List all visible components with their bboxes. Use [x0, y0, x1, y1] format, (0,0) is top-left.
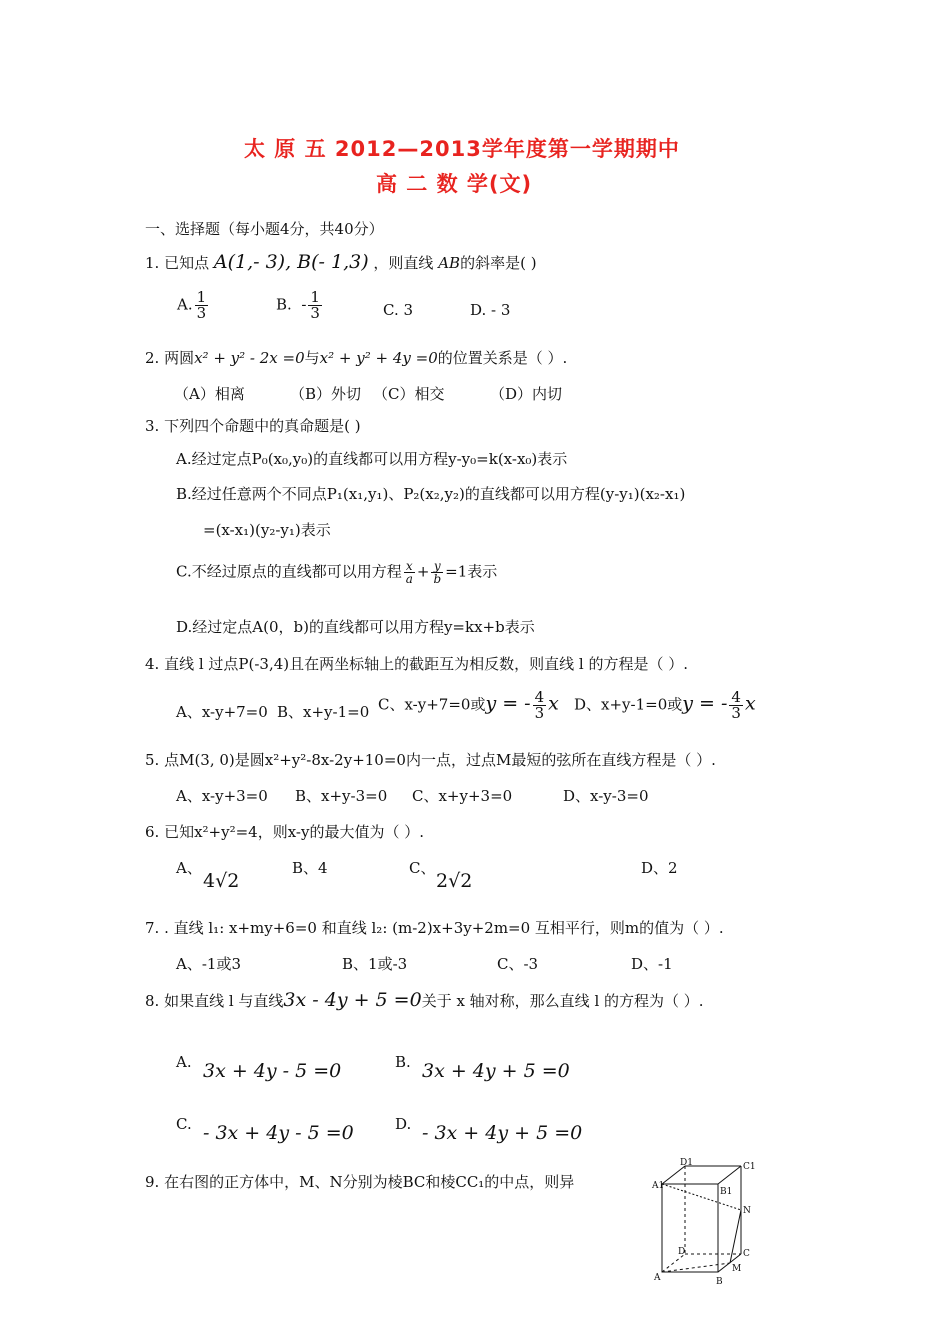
- q1-end: 的斜率是( ): [460, 254, 537, 272]
- cube-label-a: A: [654, 1273, 661, 1283]
- q3-c-d1: a: [405, 572, 413, 586]
- q2-circle1: x² + y² - 2x =0: [194, 349, 305, 367]
- q4-option-a: A、x-y+7=0: [176, 703, 268, 721]
- q7-option-b: B、1或-3: [342, 955, 408, 973]
- section-heading: 一、选择题（每小题4分，共40分）: [145, 220, 384, 238]
- question-2-stem: [145, 348, 567, 368]
- q1-option-b-label: B.: [276, 295, 292, 314]
- q3-option-a: A.经过定点P₀(x₀,y₀)的直线都可以用方程y-y₀=k(x-x₀)表示: [176, 450, 568, 468]
- q2-option-b: （B）外切: [290, 385, 362, 403]
- q1-option-b: [276, 290, 324, 321]
- cube-label-b: B: [716, 1277, 723, 1287]
- q4-d-den: 3: [731, 704, 741, 722]
- q1-option-a: [177, 290, 210, 321]
- q1-option-c: C. 3: [383, 301, 414, 319]
- q1-b-den: 3: [310, 304, 320, 322]
- q1-option-d: D. - 3: [470, 301, 511, 319]
- q1-option-a-label: A.: [177, 295, 193, 314]
- q1-a-num: 1: [196, 288, 207, 306]
- q1-prefix: 1. 已知点: [145, 254, 210, 272]
- q4-c-prefix: C、x-y+7=0或: [378, 695, 486, 714]
- q4-d-prefix: D、x+y-1=0或: [574, 695, 683, 714]
- q7-option-a: A、-1或3: [176, 955, 241, 973]
- q3-c-suffix: =1表示: [445, 562, 498, 581]
- q4-option-d: [574, 690, 756, 721]
- question-3-stem: 3. 下列四个命题中的真命题是( ): [145, 417, 361, 435]
- q3-option-d: D.经过定点A(0，b)的直线都可以用方程y=kx+b表示: [176, 618, 535, 636]
- q3-option-c: [176, 560, 497, 585]
- q1-b-num: 1: [310, 288, 320, 306]
- q5-option-a: A、x-y+3=0: [176, 787, 268, 805]
- q8-equation: 3x - 4y + 5 =0: [283, 989, 422, 1011]
- cube-label-d1: D1: [680, 1158, 693, 1168]
- q6-option-a-value: 4√2: [203, 870, 240, 892]
- q2-option-a: （A）相离: [174, 385, 245, 403]
- q2-circle2: x² + y² + 4y =0: [319, 349, 438, 367]
- q1-a-den: 3: [196, 304, 207, 322]
- cube-label-m: M: [732, 1264, 742, 1274]
- cube-label-b1: B1: [720, 1187, 733, 1197]
- q8-option-d-label: D.: [395, 1115, 412, 1133]
- question-9-stem: 9. 在右图的正方体中，M、N分别为棱BC和棱CC₁的中点，则异: [145, 1173, 575, 1191]
- q4-d-math-left: y = -: [682, 692, 728, 715]
- q1-points: A(1,- 3), B(- 1,3): [213, 251, 369, 273]
- question-6-stem: 6. 已知x²+y²=4，则x-y的最大值为（ ）.: [145, 823, 424, 841]
- q4-option-b: B、x+y-1=0: [277, 703, 370, 721]
- cube-label-d: D: [678, 1247, 686, 1257]
- q8-option-c-label: C.: [176, 1115, 192, 1133]
- q1-option-b-sign: -: [301, 295, 307, 314]
- q8-option-a-eq: 3x + 4y - 5 =0: [203, 1060, 342, 1082]
- question-7-stem: 7. . 直线 l₁: x+my+6=0 和直线 l₂: (m-2)x+3y+2m=0 互相平行，则m的值为（ ）.: [145, 919, 724, 937]
- q6-option-d: D、2: [641, 859, 678, 877]
- q6-option-c-label: C、: [409, 859, 436, 877]
- cube-label-n: N: [743, 1206, 751, 1216]
- q2-end: 的位置关系是（ ）.: [437, 349, 568, 367]
- q3-c-n2: y: [433, 559, 441, 573]
- q4-d-math-right: x: [744, 692, 756, 715]
- q4-c-num: 4: [534, 688, 545, 706]
- q1-option-b-fraction: [308, 290, 322, 321]
- cube-label-a1: A1: [652, 1181, 665, 1191]
- q4-c-den: 3: [534, 704, 545, 722]
- q2-option-d: （D）内切: [490, 385, 563, 403]
- q3-c-prefix: C.不经过原点的直线都可以用方程: [176, 562, 402, 581]
- q8-option-a-label: A.: [176, 1053, 192, 1071]
- q8-option-c-eq: - 3x + 4y - 5 =0: [203, 1122, 354, 1144]
- q8-suffix: 关于 x 轴对称，那么直线 l 的方程为（ ）.: [421, 992, 704, 1010]
- q1-line-name: AB: [438, 254, 461, 272]
- q5-option-c: C、x+y+3=0: [412, 787, 513, 805]
- q8-option-b-label: B.: [395, 1053, 411, 1071]
- cube-label-c1: C1: [743, 1162, 756, 1172]
- q3-c-frac-y: [431, 560, 443, 585]
- question-5-stem: 5. 点M(3, 0)是圆x²+y²-8x-2y+10=0内一点，过点M最短的弦所在直线方程是（ ）.: [145, 751, 716, 769]
- q4-c-math-left: y = -: [485, 692, 531, 715]
- q5-option-d: D、x-y-3=0: [563, 787, 649, 805]
- q6-option-a-label: A、: [176, 859, 202, 877]
- q3-option-b-line2: =(x-x₁)(y₂-y₁)表示: [203, 521, 331, 539]
- q4-c-math-right: x: [548, 692, 559, 715]
- q3-c-plus: +: [416, 562, 430, 581]
- q6-option-b: B、4: [292, 859, 328, 877]
- q5-option-b: B、x+y-3=0: [295, 787, 388, 805]
- cube-front-face: [662, 1184, 718, 1272]
- question-8-stem: [145, 990, 704, 1011]
- question-4-stem: 4. 直线 l 过点P(-3,4)且在两坐标轴上的截距互为相反数，则直线 l 的方程是（ ）.: [145, 655, 689, 673]
- q7-option-d: D、-1: [631, 955, 673, 973]
- q2-mid: 与: [304, 349, 320, 367]
- exam-title-line1: 太 原 五 2012—2013学年度第一学期期中: [244, 137, 680, 161]
- q8-option-d-eq: - 3x + 4y + 5 =0: [422, 1122, 583, 1144]
- q4-d-fraction: [729, 690, 743, 721]
- q4-c-fraction: [533, 690, 547, 721]
- q3-c-frac-x: [404, 560, 415, 585]
- q7-option-c: C、-3: [497, 955, 539, 973]
- q4-d-num: 4: [731, 688, 741, 706]
- q3-c-d2: b: [433, 572, 442, 586]
- q1-suffix: ，则直线: [373, 254, 434, 272]
- q1-option-a-fraction: [195, 290, 209, 321]
- q8-option-b-eq: 3x + 4y + 5 =0: [422, 1060, 570, 1082]
- q3-option-b-line1: B.经过任意两个不同点P₁(x₁,y₁)、P₂(x₂,y₂)的直线都可以用方程(y-y₁)(x₂-x₁): [176, 485, 686, 503]
- q2-option-c: （C）相交: [373, 385, 445, 403]
- cube-label-c: C: [743, 1249, 750, 1259]
- q8-prefix: 8. 如果直线 l 与直线: [145, 992, 284, 1010]
- question-1-stem: [145, 252, 537, 273]
- q2-prefix: 2. 两圆: [145, 349, 195, 367]
- exam-title-line2: 高 二 数 学(文): [376, 172, 533, 196]
- q3-c-n1: x: [405, 559, 413, 573]
- cube-figure: [650, 1158, 760, 1288]
- q4-option-c: [378, 690, 559, 721]
- q6-option-c-value: 2√2: [436, 870, 473, 892]
